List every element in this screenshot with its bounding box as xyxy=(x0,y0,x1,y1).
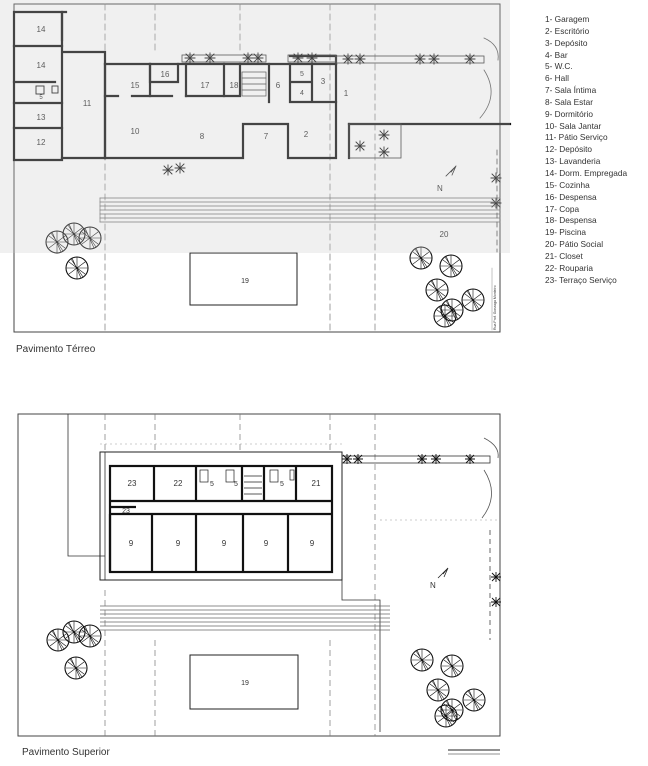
room-9c: 9 xyxy=(221,539,227,548)
room-8: 8 xyxy=(199,132,205,141)
legend-item: 16- Despensa xyxy=(545,191,597,202)
scale-bar xyxy=(448,750,500,754)
room-23: 23 xyxy=(127,479,137,488)
legend-item: 4- Bar xyxy=(545,49,568,60)
legend-item: 14- Dorm. Empregada xyxy=(545,167,628,178)
room-5: 5 xyxy=(39,95,43,101)
room-5c: 5 xyxy=(280,481,284,488)
room-9a: 9 xyxy=(128,539,134,548)
room-20: 20 xyxy=(439,230,449,239)
room-9b: 9 xyxy=(175,539,181,548)
garage-doors xyxy=(480,38,498,118)
room-2: 2 xyxy=(303,130,309,139)
room-10: 10 xyxy=(130,127,140,136)
room-14a: 14 xyxy=(36,25,46,34)
legend-item: 17- Copa xyxy=(545,203,580,214)
room-18: 18 xyxy=(229,81,239,90)
legend-item: 9- Dormitório xyxy=(545,108,593,119)
room-5b: 5 xyxy=(300,71,304,78)
street-label: Rua Prof. Gonzaga Monteiro xyxy=(493,285,497,330)
legend-item: 7- Sala Íntima xyxy=(545,85,597,96)
room-19: 19 xyxy=(241,278,249,285)
room-9d: 9 xyxy=(263,539,269,548)
terrace-lines xyxy=(100,198,500,222)
legend-item: 21- Closet xyxy=(545,250,583,261)
legend-item: 10- Sala Jantar xyxy=(545,120,602,131)
room-12: 12 xyxy=(36,138,46,147)
upper-floor-walls xyxy=(110,466,332,572)
room-14b: 14 xyxy=(36,61,46,70)
room-21: 21 xyxy=(311,479,321,488)
room-15: 15 xyxy=(130,81,140,90)
room-5a: 5 xyxy=(210,481,214,488)
legend-item: 15- Cozinha xyxy=(545,179,590,190)
legend-item: 6- Hall xyxy=(545,73,569,84)
planters xyxy=(182,55,484,158)
legend-item: 12- Depósito xyxy=(545,144,593,155)
ground-floor-caption: Pavimento Térreo xyxy=(16,344,96,355)
room-5b-upper: 5 xyxy=(234,481,238,488)
room-22: 22 xyxy=(173,479,183,488)
upper-floor-outline xyxy=(100,452,342,580)
legend-item: 18- Despensa xyxy=(545,215,597,226)
room-7: 7 xyxy=(263,132,269,141)
room-16: 16 xyxy=(160,70,170,79)
room-17: 17 xyxy=(200,81,210,90)
room-19-upper: 19 xyxy=(241,680,249,687)
room-3: 3 xyxy=(320,77,326,86)
room-13: 13 xyxy=(36,113,46,122)
staircase xyxy=(242,72,266,96)
upper-floor-plan xyxy=(18,414,501,754)
legend-item: 5- W.C. xyxy=(545,61,573,72)
svg-text:N: N xyxy=(430,581,436,590)
upper-room-labels xyxy=(122,479,321,687)
legend-item: 2- Escritório xyxy=(545,25,590,36)
svg-text:N: N xyxy=(437,184,443,193)
room-6: 6 xyxy=(275,81,281,90)
room-9e: 9 xyxy=(309,539,315,548)
site-boundary xyxy=(14,4,500,332)
upper-floor-caption: Pavimento Superior xyxy=(22,747,110,758)
legend-item: 22- Rouparia xyxy=(545,262,593,273)
structural-grid xyxy=(105,4,375,332)
service-wing-walls xyxy=(14,12,105,160)
legend-item: 8- Sala Estar xyxy=(545,96,593,107)
legend-item: 3- Depósito xyxy=(545,37,588,48)
room-legend xyxy=(545,14,645,286)
legend-item: 23- Terraço Serviço xyxy=(545,274,617,285)
room-1: 1 xyxy=(343,89,349,98)
legend-item: 1- Garagem xyxy=(545,14,590,24)
room-4: 4 xyxy=(300,90,304,97)
room-11: 11 xyxy=(82,99,92,108)
north-arrow-ground xyxy=(437,166,456,193)
north-arrow-upper xyxy=(430,568,448,590)
legend-item: 20- Pátio Social xyxy=(545,239,604,250)
legend-item: 11- Pátio Serviço xyxy=(545,132,608,143)
ground-floor-plan xyxy=(14,4,510,332)
legend-item: 19- Piscina xyxy=(545,227,587,238)
legend-item: 13- Lavanderia xyxy=(545,156,601,167)
room-23b: 23 xyxy=(122,508,130,515)
